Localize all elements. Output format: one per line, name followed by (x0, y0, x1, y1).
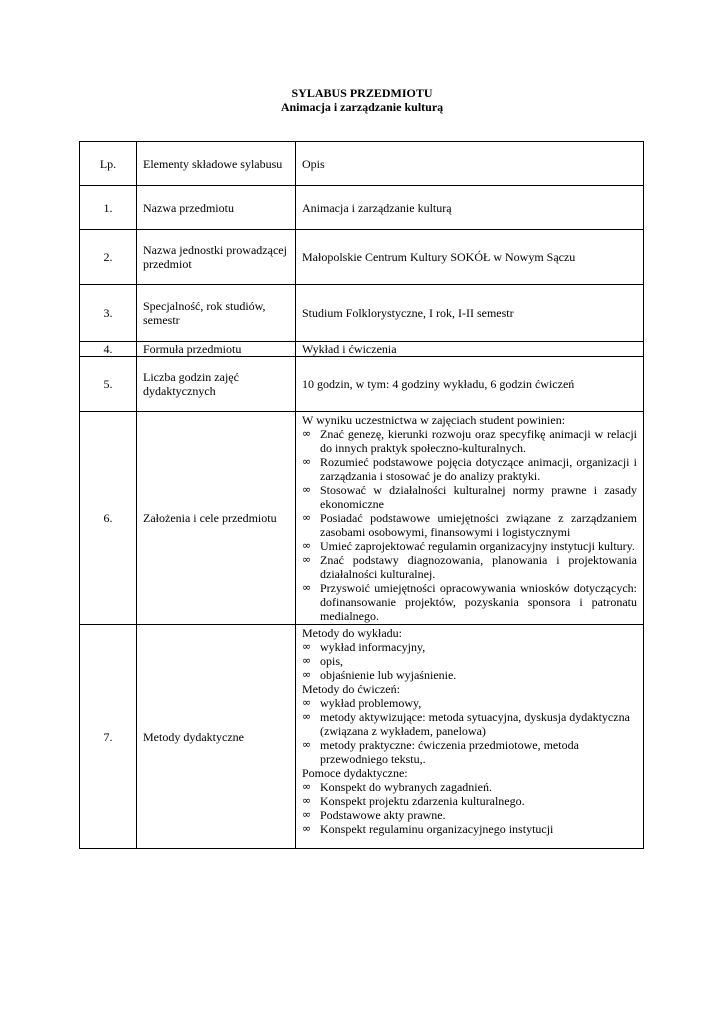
row-number: 3. (80, 285, 137, 342)
row-number: 2. (80, 230, 137, 285)
row-number: 7. (80, 625, 137, 849)
infinity-bullet-icon: ∞ (302, 808, 312, 821)
list-item: ∞ Umieć zaprojektować regulamin organizacyjny instytucji kultury. (302, 539, 635, 553)
infinity-bullet-icon: ∞ (302, 455, 312, 468)
infinity-bullet-icon: ∞ (302, 553, 312, 566)
row-element: Nazwa jednostki prowadzącej przedmiot (137, 230, 296, 285)
row-number: 5. (80, 357, 137, 412)
list-item: ∞ Znać podstawy diagnozowania, planowania i projektowania działalności kulturalnej. (302, 553, 637, 581)
list-item: ∞ Konspekt do wybranych zagadnień. (302, 780, 492, 794)
methods-heading: Pomoce dydaktyczne: (302, 766, 408, 780)
document-title: SYLABUS PRZEDMIOTU (291, 86, 433, 100)
list-item: ∞ Stosować w działalności kulturalnej normy prawne i zasady ekonomiczne (302, 483, 637, 511)
row-number: 1. (80, 186, 137, 230)
list-item: ∞ wykład problemowy, (302, 696, 422, 710)
document-subtitle: Animacja i zarządzanie kulturą (280, 100, 444, 114)
list-item: ∞ Konspekt regulaminu organizacyjnego instytucji (302, 822, 554, 836)
table-row (80, 412, 644, 625)
row-description: Studium Folklorystyczne, I rok, I-II semestr (296, 285, 644, 342)
syllabus-table (79, 141, 644, 849)
objectives-list (302, 427, 637, 623)
infinity-bullet-icon: ∞ (302, 822, 312, 835)
list-item: ∞ Znać genezę, kierunki rozwoju oraz specyfikę animacji w relacji do innych praktyk społeczno-kulturalnych. (302, 427, 637, 455)
infinity-bullet-icon: ∞ (302, 710, 312, 723)
table-header-row (80, 142, 644, 186)
list-item: ∞ Podstawowe akty prawne. (302, 808, 446, 822)
table-row (80, 357, 644, 412)
table-row (80, 285, 644, 342)
list-item: ∞ Posiadać podstawowe umiejętności związane z zarządzaniem zasobami osobowymi, finansowymi i logistycznymi (302, 511, 637, 539)
row-element: Specjalność, rok studiów, semestr (137, 285, 296, 342)
lecture-methods-list (302, 640, 637, 682)
methods-heading: Metody do ćwiczeń: (302, 682, 400, 696)
row-description: 10 godzin, w tym: 4 godziny wykładu, 6 godzin ćwiczeń (296, 357, 644, 412)
row-description (296, 412, 644, 625)
table-row (80, 625, 644, 849)
header-opis: Opis (296, 142, 644, 186)
list-item: ∞ objaśnienie lub wyjaśnienie. (302, 668, 457, 682)
table-row (80, 342, 644, 357)
row-element: Założenia i cele przedmiotu (137, 412, 296, 625)
infinity-bullet-icon: ∞ (302, 427, 312, 440)
row-number: 4. (80, 342, 137, 357)
list-item: ∞ Konspekt projektu zdarzenia kulturalnego. (302, 794, 525, 808)
row-element: Liczba godzin zajęć dydaktycznych (137, 357, 296, 412)
infinity-bullet-icon: ∞ (302, 668, 312, 681)
infinity-bullet-icon: ∞ (302, 738, 312, 751)
infinity-bullet-icon: ∞ (302, 780, 312, 793)
infinity-bullet-icon: ∞ (302, 794, 312, 807)
table-row (80, 230, 644, 285)
row-number: 6. (80, 412, 137, 625)
list-item: ∞ metody aktywizujące: metoda sytuacyjna, dyskusja dydaktyczna (związana z wykładem, panelowa) (302, 710, 630, 738)
infinity-bullet-icon: ∞ (302, 581, 312, 594)
exercise-methods-list (302, 696, 637, 766)
row-element: Nazwa przedmiotu (137, 186, 296, 230)
infinity-bullet-icon: ∞ (302, 483, 312, 496)
document-header (0, 86, 724, 114)
row-description: Małopolskie Centrum Kultury SOKÓŁ w Nowym Sączu (296, 230, 644, 285)
methods-heading: Metody do wykładu: (302, 626, 402, 640)
row-element: Metody dydaktyczne (137, 625, 296, 849)
list-item: ∞ opis, (302, 654, 344, 668)
infinity-bullet-icon: ∞ (302, 511, 312, 524)
header-lp: Lp. (80, 142, 137, 186)
infinity-bullet-icon: ∞ (302, 654, 312, 667)
teaching-aids-list (302, 780, 637, 836)
infinity-bullet-icon: ∞ (302, 539, 312, 552)
row-element: Formuła przedmiotu (137, 342, 296, 357)
infinity-bullet-icon: ∞ (302, 696, 312, 709)
table-row (80, 186, 644, 230)
row-description (296, 625, 644, 849)
row-description: Animacja i zarządzanie kulturą (296, 186, 644, 230)
list-item: ∞ Rozumieć podstawowe pojęcia dotyczące animacji, organizacji i zarządzania i stosować je do analizy praktyki. (302, 455, 637, 483)
list-item: ∞ wykład informacyjny, (302, 640, 426, 654)
list-item: ∞ Przyswoić umiejętności opracowywania wniosków dotyczących: dofinansowanie projektów, pozyskania sponsora i patronatu medialnego. (302, 581, 637, 623)
infinity-bullet-icon: ∞ (302, 640, 312, 653)
row-description: Wykład i ćwiczenia (296, 342, 644, 357)
header-element: Elementy składowe sylabusu (137, 142, 296, 186)
objectives-intro: W wyniku uczestnictwa w zajęciach student powinien: (302, 413, 566, 427)
list-item: ∞ metody praktyczne: ćwiczenia przedmiotowe, metoda przewodniego tekstu,. (302, 738, 579, 766)
